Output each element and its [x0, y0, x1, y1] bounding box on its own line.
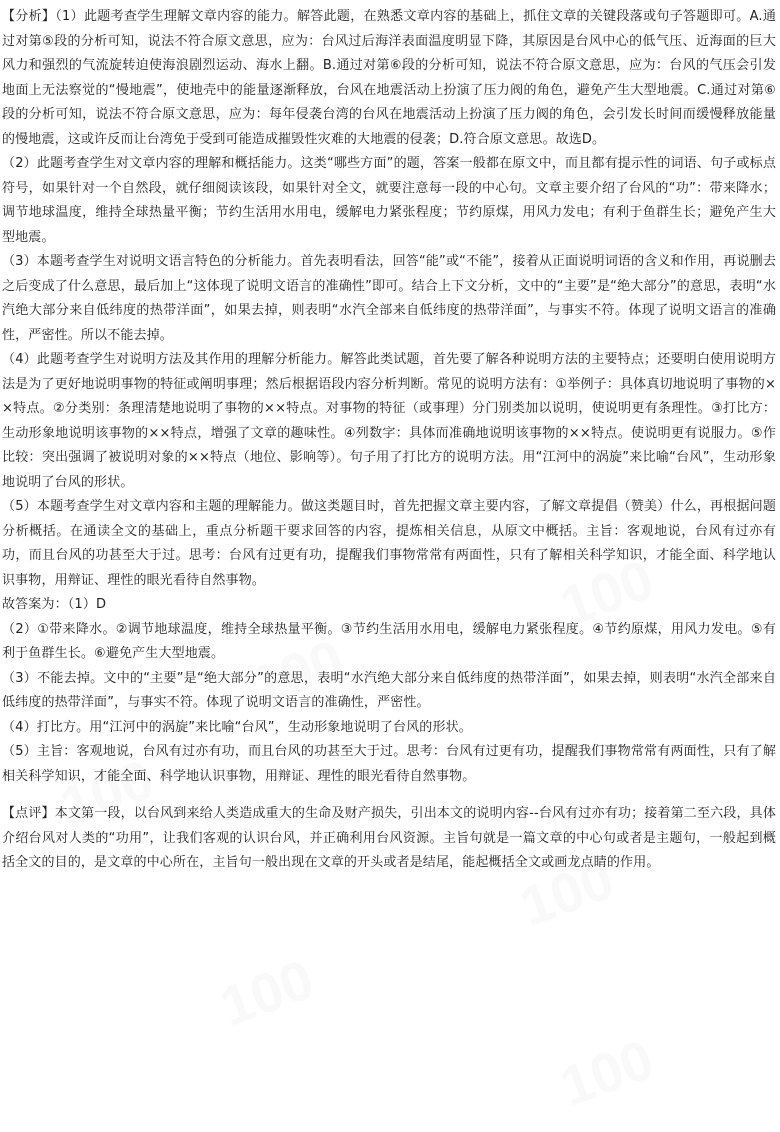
answer-item-4: （4）打比方。用“江河中的涡旋”来比喻“台风”，生动形象地说明了台风的形状。	[2, 719, 472, 735]
comment-paragraph: 【点评】本文第一段，以台风到来给人类造成重大的生命及财产损失，引出本文的说明内容--台风有过亦有功；接着第二至六段，具体介绍台风对人类的“功用”，让我们客观的认识台风，并正确利用台风资源。主旨句就是一篇文章的中心句或者是主题句，一般起到概括全文的目的，是文章的中心所在，主旨句一般出现在文章的开头或者是结尾，能起概括全文或画龙点睛的作用。	[2, 806, 776, 870]
watermark-logo: 100	[242, 626, 352, 719]
watermark-logo: 100	[512, 846, 622, 939]
document-body	[2, 5, 776, 876]
watermark-logo: 100	[552, 546, 662, 639]
answer-item-5: （5）主旨：客观地说，台风有过亦有功，而且台风的功甚至大于过。思考：台风有过更有功，提醒我们事物常常有两面性，只有了解相关科学知识，才能全面、科学地认识事物，用辩证、理性的眼光看待自然事物。	[2, 744, 776, 784]
analysis-item-3: （3）本题考查学生对说明文语言特色的分析能力。首先表明看法，回答“能”或“不能”，接着从正面说明词语的含义和作用，再说删去之后变成了什么意思，最后加上“这体现了说明文语言的准确性”即可。结合上下文分析，文中的“主要”是“绝大部分”的意思，表明“水汽绝大部分来自低纬度的热带洋面”，如果去掉，则表明“水汽全部来自低纬度的热带洋面”，与事实不符。体现了说明文语言的准确性，严密性。所以不能去掉。	[2, 254, 776, 343]
comment-section	[2, 802, 776, 876]
watermark-logo: 100	[552, 1026, 662, 1119]
answer-item-3: （3）不能去掉。文中的“主要”是“绝大部分”的意思，表明“水汽绝大部分来自低纬度的热带洋面”，如果去掉，则表明“水汽全部来自低纬度的热带洋面”，与事实不符。体现了说明文语言的准确性，严密性。	[2, 670, 776, 710]
analysis-item-5: （5）本题考查学生对文章内容和主题的理解能力。做这类题目时，首先把握文章主要内容，了解文章提倡（赞美）什么，再根据问题分析概括。在通读全文的基础上，重点分析题干要求回答的内容，提炼相关信息，从原文中概括。主旨：客观地说，台风有过亦有功，而且台风的功甚至大于过。思考：台风有过更有功，提醒我们事物常常有两面性，只有了解相关科学知识，才能全面、科学地认识事物，用辩证、理性的眼光看待自然事物。	[2, 499, 776, 588]
answer-section	[2, 593, 776, 789]
analysis-item-4: （4）此题考查学生对说明方法及其作用的理解分析能力。解答此类试题，首先要了解各种说明方法的主要特点；还要明白使用说明方法是为了更好地说明事物的特征或阐明事理；然后根据语段内容分析判断。常见的说明方法有：①举例子：具体真切地说明了事物的××特点。②分类别：条理清楚地说明了事物的××特点。对事物的特征（或事理）分门别类加以说明，使说明更有条理性。③打比方：生动形象地说明该事物的××特点，增强了文章的趣味性。④列数字：具体而准确地说明该事物的××特点。使说明更有说服力。⑤作比较：突出强调了被说明对象的××特点（地位、影响等）。句子用了打比方的说明方法。用“江河中的涡旋”来比喻“台风”，生动形象地说明了台风的形状。	[2, 352, 776, 490]
analysis-item-1: 【分析】（1）此题考查学生理解文章内容的能力。解答此题，在熟悉文章内容的基础上，抓住文章的关键段落或句子答题即可。A.通过对第⑤段的分析可知，说法不符合原文意思，应为：台风过后海洋表面温度明显下降，其原因是台风中心的低气压、近海面的巨大风力和强烈的气流旋转迫使海浪剧烈运动、海水上翻。B.通过对第⑥段的分析可知，说法不符合原文意思，应为：台风的气压会引发地面上无法察觉的“慢地震”，使地壳中的能量逐渐释放，台风在地震活动上扮演了压力阀的角色，避免产生大型地震。C.通过对第⑥段的分析可知，说法不符合原文意思，应为：每年侵袭台湾的台风在地震活动上扮演了压力阀的角色，会引发长时间而缓慢释放能量的慢地震，这或许反而让台湾免于受到可能造成摧毁性灾难的大地震的侵袭；D.符合原文意思。故选D。	[2, 9, 776, 147]
answer-item-2: （2）①带来降水。②调节地球温度，维持全球热量平衡。③节约生活用水用电，缓解电力紧张程度。④节约原煤，用风力发电。⑤有利于鱼群生长。⑥避免产生大型地震。	[2, 621, 776, 661]
section-spacer	[2, 789, 776, 802]
analysis-section	[2, 5, 776, 593]
answer-item-1: 故答案为：（1）D	[2, 597, 107, 612]
watermark-logo: 100	[52, 746, 162, 839]
watermark-logo: 100	[212, 946, 322, 1039]
analysis-item-2: （2）此题考查学生对文章内容的理解和概括能力。这类“哪些方面”的题，答案一般都在原文中，而且都有提示性的词语、句子或标点符号，如果针对一个自然段，就仔细阅读该段，如果针对全文，就要注意每一段的中心句。文章主要介绍了台风的“功”：带来降水；调节地球温度，维持全球热量平衡；节约生活用水用电，缓解电力紧张程度；节约原煤，用风力发电；有利于鱼群生长；避免产生大型地震。	[2, 156, 776, 245]
